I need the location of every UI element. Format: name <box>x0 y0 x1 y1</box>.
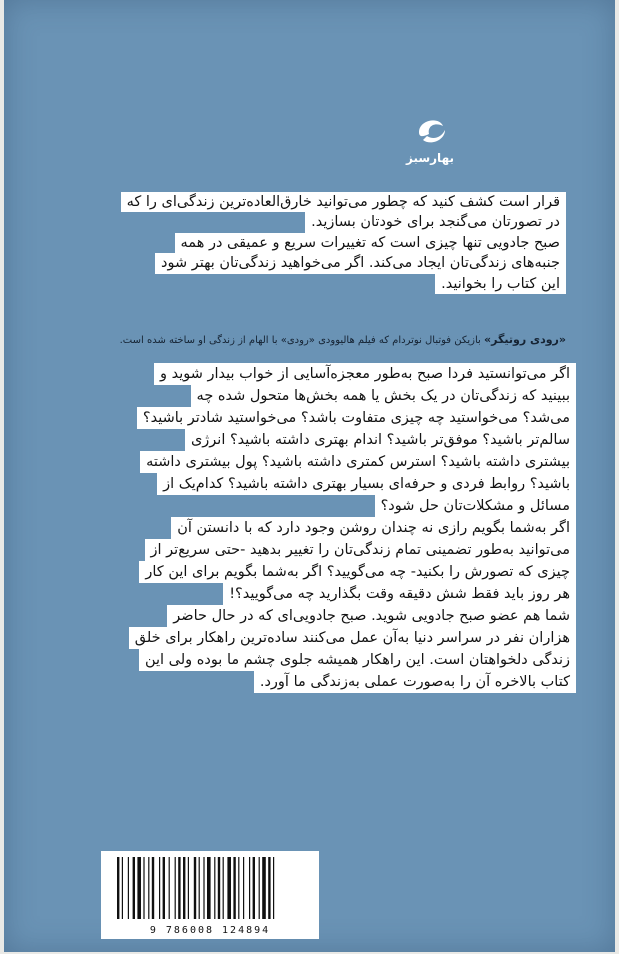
body-line: کتاب بالاخره آن را به‌صورت عملی به‌زندگی ما آورد. <box>26 671 576 693</box>
barcode-bar <box>218 857 220 919</box>
barcode-bar <box>133 857 135 919</box>
barcode-bar <box>117 857 119 919</box>
body-line: بیشتری داشته باشید؟ استرس کمتری داشته باشید؟ پول بیشتری داشته <box>26 451 576 473</box>
barcode-bar <box>175 857 176 919</box>
body-line: زندگی دلخواهتان است. این راهکار همیشه جلوی چشم ما بوده ولی این <box>26 649 576 671</box>
barcode-bar <box>233 857 235 919</box>
body-line: ببینید که زندگی‌تان در یک بخش یا همه بخش‌ها متحول شده چه <box>26 385 576 407</box>
barcode-bar <box>243 857 244 919</box>
endorser-name: «رودی روتیگر» <box>484 333 566 346</box>
endorser-description: بازیکن فوتبال نوتردام که فیلم هالیوودی «رودی» با الهام از زندگی او ساخته شده است. <box>119 335 481 346</box>
barcode-bar <box>253 857 255 919</box>
endorsement-quote <box>26 333 566 346</box>
body-line: مسائل و مشکلات‌تان حل شود؟ <box>26 495 576 517</box>
barcode-bar <box>152 857 154 919</box>
intro-line: قرار است کشف کنید که چطور می‌توانید خارق‌العاده‌ترین زندگی‌ای را که <box>26 192 566 212</box>
barcode-bar <box>122 857 123 919</box>
barcode-bar <box>207 857 211 919</box>
intro-line: در تصورتان می‌گنجد برای خودتان بسازید. <box>26 212 566 232</box>
barcode-bar <box>214 857 215 919</box>
barcode-bar <box>183 857 185 919</box>
isbn-barcode <box>101 851 319 939</box>
body-line: اگر به‌شما بگویم رازی نه چندان روشن وجود دارد که با دانستن آن <box>26 517 576 539</box>
barcode-bar <box>188 857 189 919</box>
intro-line: صبح جادویی تنها چیزی است که تغییرات سریع و عمیقی در همه <box>26 233 566 253</box>
body-line: باشید؟ روابط فردی و حرفه‌ای بسیار بهتری داشته باشید؟ کدام‌یک از <box>26 473 576 495</box>
barcode-bar <box>223 857 224 919</box>
publisher-swirl-logo-icon <box>411 112 451 150</box>
body-text <box>26 363 576 693</box>
barcode-bar <box>273 857 274 919</box>
barcode-bar <box>169 857 170 919</box>
barcode-bar <box>259 857 260 919</box>
barcode-bar <box>137 857 141 919</box>
body-line: سالم‌تر باشید؟ موفق‌تر باشید؟ اندام بهتری داشته باشید؟ انرژی <box>26 429 576 451</box>
publisher-logo <box>405 112 454 165</box>
barcode-bar <box>238 857 239 919</box>
body-line: اگر می‌توانستید فردا صبح به‌طور معجزه‌آسایی از خواب بیدار شوید و <box>26 363 576 385</box>
barcode-bar <box>194 857 196 919</box>
barcode-bar <box>249 857 250 919</box>
barcode-bar <box>268 857 270 919</box>
intro-line: جنبه‌های زندگی‌تان ایجاد می‌کند. اگر می‌خواهید زندگی‌تان بهتر شود <box>26 253 566 273</box>
barcode-bar <box>128 857 129 919</box>
body-line: هر روز باید فقط شش دقیقه وقت بگذارید چه می‌گویید؟! <box>26 583 576 605</box>
book-back-cover <box>4 0 615 952</box>
body-line: چیزی که تصورش را بکنید- چه می‌گویید؟ اگر به‌شما بگویم برای این کار <box>26 561 576 583</box>
body-line: هزاران نفر در سراسر دنیا به‌آن عمل می‌کنند ساده‌ترین راهکار برای خلق <box>26 627 576 649</box>
barcode-bar <box>148 857 149 919</box>
body-line: می‌توانید به‌طور تضمینی تمام زندگی‌تان را تغییر بدهید -حتی سریع‌تر از <box>26 539 576 561</box>
body-line: می‌شد؟ می‌خواستید چه چیزی متفاوت باشد؟ می‌خواستید شادتر باشید؟ <box>26 407 576 429</box>
barcode-bar <box>143 857 144 919</box>
intro-line: این کتاب را بخوانید. <box>26 274 566 294</box>
barcode-bar <box>159 857 160 919</box>
barcode-bar <box>262 857 266 919</box>
body-line: شما هم عضو صبح جادویی شوید. صبح جادویی‌ای که در حال حاضر <box>26 605 576 627</box>
isbn-barcode-icon <box>101 851 319 923</box>
publisher-name: بهارسبز <box>405 151 454 165</box>
barcode-bar <box>203 857 204 919</box>
barcode-bar <box>178 857 180 919</box>
barcode-bar <box>227 857 231 919</box>
isbn-number: 9 786008 124894 <box>149 925 271 936</box>
barcode-bar <box>199 857 200 919</box>
intro-text <box>26 192 566 294</box>
barcode-bar <box>163 857 165 919</box>
